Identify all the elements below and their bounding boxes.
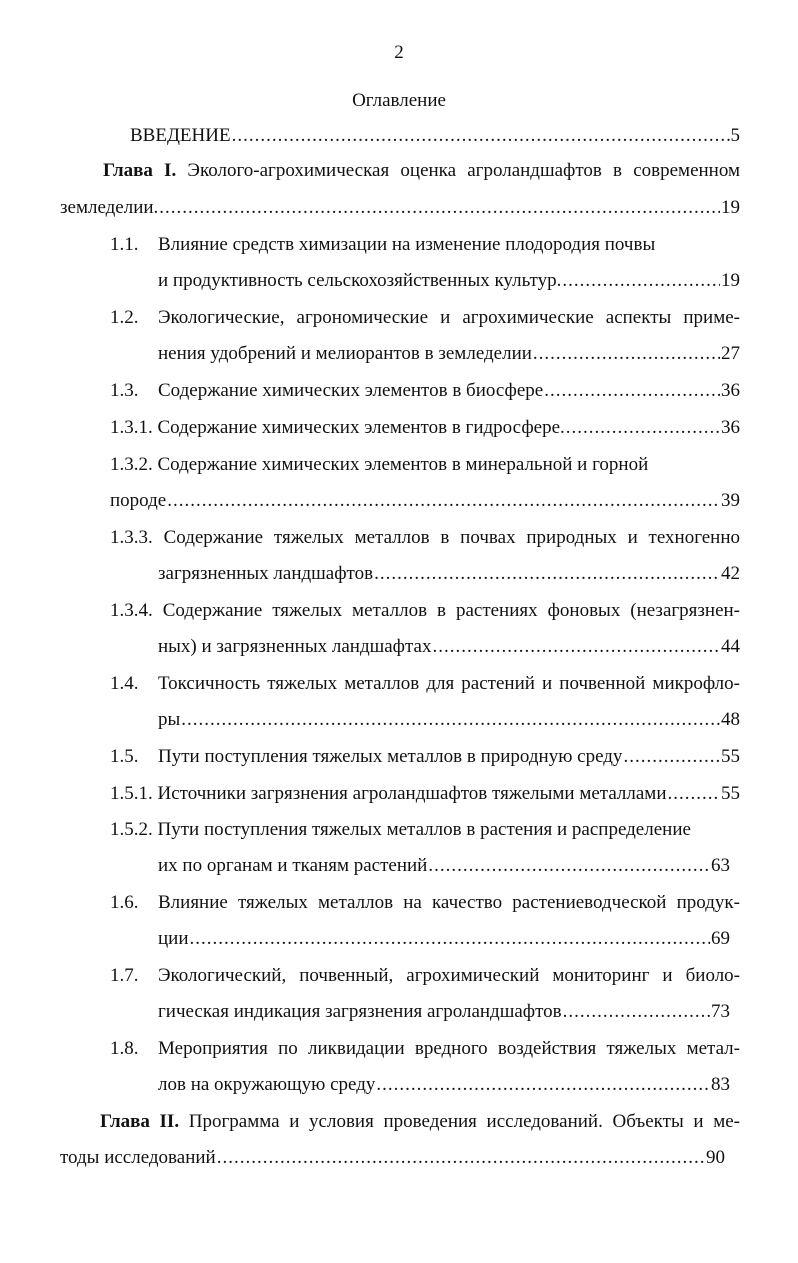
toc-entry-page: 19 xyxy=(721,270,740,291)
toc-num: 1.5.1. xyxy=(110,783,153,804)
toc-entry-title: Эколого-агрохимическая оценка агроландшафтов в современном xyxy=(187,160,741,181)
dot-leader xyxy=(232,125,730,147)
toc-num: 1.1. xyxy=(110,234,139,255)
toc-entry-title-cont: ры xyxy=(158,709,181,730)
toc-num: 1.7. xyxy=(110,965,139,986)
toc-entry-title: Содержание тяжелых металлов в почвах природных и техногенно xyxy=(163,527,741,548)
toc-entry-page: 90 xyxy=(706,1147,725,1168)
toc-num: 1.3.1. xyxy=(110,417,153,438)
toc-entry-title-cont: тоды исследований xyxy=(60,1147,216,1168)
toc-entry-page: 36 xyxy=(721,380,740,401)
toc-entry-1-3-2 xyxy=(110,454,648,476)
toc-entry-page: 19 xyxy=(721,197,740,218)
toc-entry-title: Экологические, агрономические и агрохимические аспекты приме- xyxy=(158,307,740,328)
toc-entry-1-5-1 xyxy=(110,783,740,805)
page-title: Оглавление xyxy=(352,90,446,111)
toc-entry-1-3-4-cont xyxy=(158,636,740,658)
page-number: 2 xyxy=(394,42,404,63)
dot-leader xyxy=(623,746,720,768)
toc-entry-title: Источники загрязнения агроландшафтов тяжелыми металлами xyxy=(157,783,667,804)
toc-entry-title: Содержание химических элементов в гидросфере. xyxy=(157,417,565,438)
toc-entry-title-cont: их по органам и тканям растений xyxy=(158,855,428,876)
toc-entry-title: Токсичность тяжелых металлов для растений и почвенной микрофло- xyxy=(158,673,740,694)
toc-entry-page: 5 xyxy=(730,125,740,146)
toc-entry-1-3-3-cont xyxy=(158,563,740,585)
toc-entry-1-5-2 xyxy=(110,819,691,841)
toc-chapter-2 xyxy=(100,1111,740,1133)
toc-entry-page: 83 xyxy=(711,1074,730,1095)
toc-chapter-2-cont xyxy=(60,1147,725,1169)
toc-chapter-1 xyxy=(103,160,740,182)
dot-leader xyxy=(376,1074,710,1096)
dot-leader xyxy=(190,928,710,950)
toc-entry-1-2-cont xyxy=(158,343,740,365)
toc-entry-1-3-4 xyxy=(110,600,740,622)
dot-leader xyxy=(374,563,720,585)
toc-entry-page: 36 xyxy=(721,417,740,438)
toc-chapter-1-cont xyxy=(60,197,740,219)
toc-entry-page: 69 xyxy=(711,928,730,949)
toc-num: 1.3.2. xyxy=(110,454,153,475)
toc-num: 1.3.4. xyxy=(110,600,153,621)
toc-entry-title: Содержание химических элементов в биосфере xyxy=(158,380,544,401)
dot-leader xyxy=(566,417,720,439)
toc-entry-title-cont: гическая индикация загрязнения агроландшафтов xyxy=(158,1001,562,1022)
toc-entry-1-5-2-cont xyxy=(158,855,730,877)
dot-leader xyxy=(428,855,710,877)
dot-leader xyxy=(562,270,720,292)
toc-entry-page: 55 xyxy=(721,783,740,804)
dot-leader xyxy=(432,636,720,658)
dot-leader xyxy=(668,783,720,805)
toc-entry-page: 48 xyxy=(721,709,740,730)
toc-entry-1-8-cont xyxy=(158,1074,730,1096)
dot-leader xyxy=(159,197,720,219)
toc-entry-page: 73 xyxy=(711,1001,730,1022)
dot-leader xyxy=(544,380,720,402)
toc-num: 1.3.3. xyxy=(110,527,153,548)
toc-entry-1-3-3 xyxy=(110,527,740,549)
toc-num: 1.2. xyxy=(110,307,139,328)
dot-leader xyxy=(167,490,720,512)
toc-num: 1.8. xyxy=(110,1038,139,1059)
toc-entry-1-3-2-cont xyxy=(110,490,740,512)
toc-entry-title: Мероприятия по ликвидации вредного воздействия тяжелых метал- xyxy=(158,1038,740,1059)
toc-entry-title: Влияние средств химизации на изменение плодородия почвы xyxy=(158,234,656,255)
toc-entry-title: ВВЕДЕНИЕ xyxy=(130,125,231,146)
toc-entry-page: 44 xyxy=(721,636,740,657)
toc-entry-1-1-cont xyxy=(158,270,740,292)
toc-entry-page: 27 xyxy=(721,343,740,364)
toc-entry-title: Пути поступления тяжелых металлов в природную среду xyxy=(158,746,623,767)
toc-entry-title: Содержание тяжелых металлов в растениях фоновых (незагрязнен- xyxy=(162,600,741,621)
toc-entry-title-cont: загрязненных ландшафтов xyxy=(158,563,374,584)
toc-entry-page: 55 xyxy=(721,746,740,767)
toc-entry-page: 39 xyxy=(721,490,740,511)
dot-leader xyxy=(181,709,720,731)
toc-entry-title: Программа и условия проведения исследований. Объекты и ме- xyxy=(188,1111,741,1132)
chapter-label: Глава I. xyxy=(103,160,177,181)
toc-entry-title-cont: породе xyxy=(110,490,167,511)
dot-leader xyxy=(563,1001,710,1023)
toc-entry-title-cont: земледелии. xyxy=(60,197,159,218)
toc-entry-1-3 xyxy=(158,380,740,402)
toc-entry-1-4-cont xyxy=(158,709,740,731)
toc-entry-1-5 xyxy=(158,746,740,768)
toc-entry-page: 63 xyxy=(711,855,730,876)
toc-entry-title-cont: лов на окружающую среду xyxy=(158,1074,376,1095)
toc-num: 1.3. xyxy=(110,380,139,401)
toc-entry-title: Экологический, почвенный, агрохимический мониторинг и биоло- xyxy=(158,965,740,986)
toc-entry-page: 42 xyxy=(721,563,740,584)
dot-leader xyxy=(217,1147,705,1169)
toc-entry-title: Влияние тяжелых металлов на качество растениеводческой продук- xyxy=(158,892,740,913)
toc-entry-introduction xyxy=(130,125,740,147)
toc-entry-title-cont: и продуктивность сельскохозяйственных культур. xyxy=(158,270,562,291)
toc-num: 1.5. xyxy=(110,746,139,767)
toc-entry-1-6-cont xyxy=(158,928,730,950)
toc-entry-1-7-cont xyxy=(158,1001,730,1023)
toc-num: 1.4. xyxy=(110,673,139,694)
dot-leader xyxy=(533,343,720,365)
toc-entry-title: Содержание химических элементов в минеральной и горной xyxy=(157,454,649,475)
chapter-label: Глава II. xyxy=(100,1111,180,1132)
toc-entry-title-cont: нения удобрений и мелиорантов в земледелии xyxy=(158,343,532,364)
toc-num: 1.5.2. xyxy=(110,819,153,840)
toc-entry-1-3-1 xyxy=(110,417,740,439)
toc-entry-title-cont: ных) и загрязненных ландшафтах xyxy=(158,636,432,657)
toc-num: 1.6. xyxy=(110,892,139,913)
toc-entry-title-cont: ции xyxy=(158,928,189,949)
toc-entry-title: Пути поступления тяжелых металлов в растения и распределение xyxy=(157,819,691,840)
